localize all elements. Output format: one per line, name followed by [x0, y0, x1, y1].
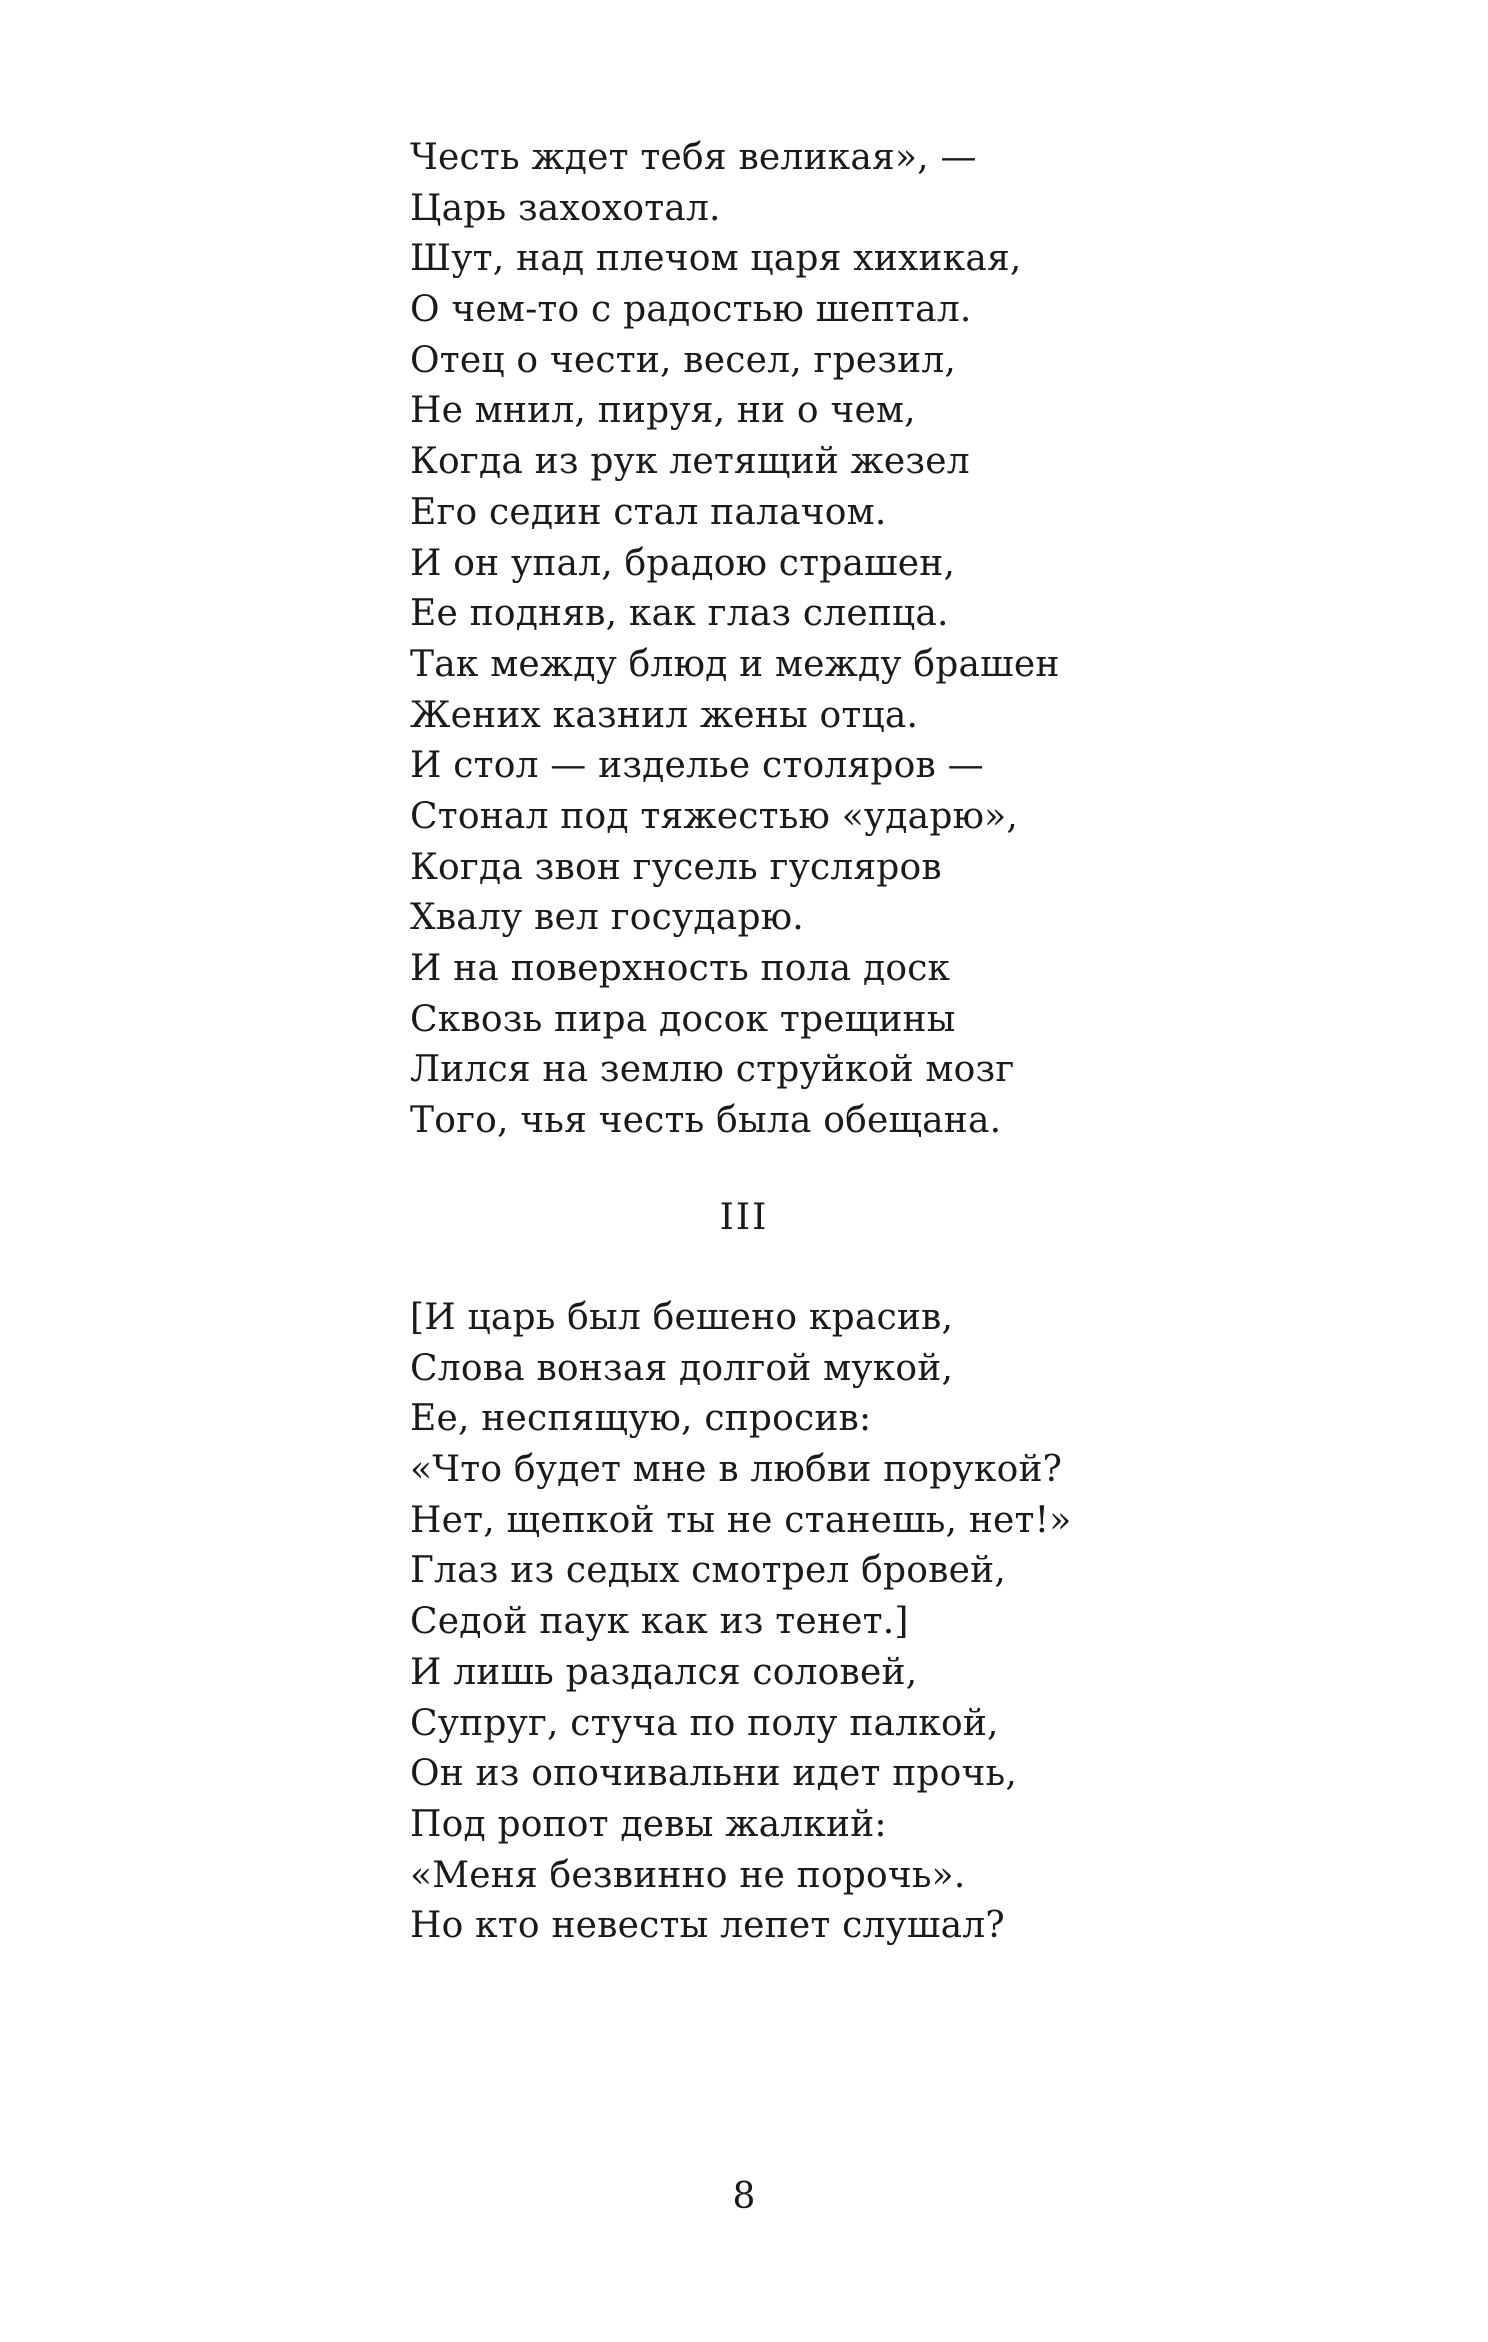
poem-line: Ее, неспящую, спросив: — [410, 1398, 872, 1440]
poem-line: Жених казнил жены отца. — [410, 694, 919, 736]
poem-line: Слова вонзая долгой мукой, — [410, 1347, 954, 1389]
poem-line: И стол — изделье столяров — — [410, 745, 984, 787]
poem-line: И на поверхность пола доск — [410, 948, 951, 989]
poem-line: Сквозь пира досок трещины — [410, 998, 956, 1040]
poem-line: «Меня безвинно не порочь». — [410, 1854, 966, 1896]
page-number: 8 — [732, 2176, 756, 2217]
poem-line: Отец о чести, весел, грезил, — [410, 339, 957, 381]
poem-line: [И царь был бешено красив, — [410, 1297, 954, 1338]
poem-line: Так между блюд и между брашен — [410, 643, 1060, 685]
poem-line: Шут, над плечом царя хихикая, — [410, 238, 1022, 280]
poem-stanza-2 — [410, 1293, 1410, 1952]
poem-line: О чем-то с радостью шептал. — [410, 289, 972, 331]
section-heading: III — [719, 1197, 769, 1238]
poem-line: И он упал, брадою страшен, — [410, 542, 956, 584]
poem-line: Царь захохотал. — [410, 187, 721, 229]
poem-line: Ее подняв, как глаз слепца. — [410, 593, 949, 635]
poem-line: Его седин стал палачом. — [410, 491, 887, 533]
poem-line: Когда звон гусель гусляров — [410, 846, 942, 888]
poem-line: Седой паук как из тенет.] — [410, 1601, 909, 1643]
poem-line: Когда из рук летящий жезел — [410, 441, 970, 483]
poem-line: Но кто невесты лепет слушал? — [410, 1905, 1005, 1947]
poem-line: И лишь раздался соловей, — [410, 1651, 918, 1693]
poem-line: Глаз из седых смотрел бровей, — [410, 1550, 1006, 1592]
poem-line: Стонал под тяжестью «ударю», — [410, 795, 1018, 837]
poem-line: Того, чья честь была обещана. — [410, 1100, 1002, 1142]
poem-line: Супруг, стуча по полу палкой, — [410, 1702, 999, 1744]
poem-line: «Что будет мне в любви порукой? — [410, 1449, 1063, 1491]
poem-line: Лился на землю струйкой мозг — [410, 1049, 1015, 1091]
poem-line: Хвалу вел государю. — [410, 897, 804, 939]
poem-line: Под ропот девы жалкий: — [410, 1803, 887, 1845]
poem-stanza-1 — [410, 133, 1410, 1147]
poem-line: Честь ждет тебя великая», — — [410, 137, 977, 178]
poem-line: Не мнил, пируя, ни о чем, — [410, 390, 916, 432]
poem-line: Нет, щепкой ты не станешь, нет!» — [410, 1499, 1072, 1541]
poem-line: Он из опочивальни идет прочь, — [410, 1753, 1017, 1795]
